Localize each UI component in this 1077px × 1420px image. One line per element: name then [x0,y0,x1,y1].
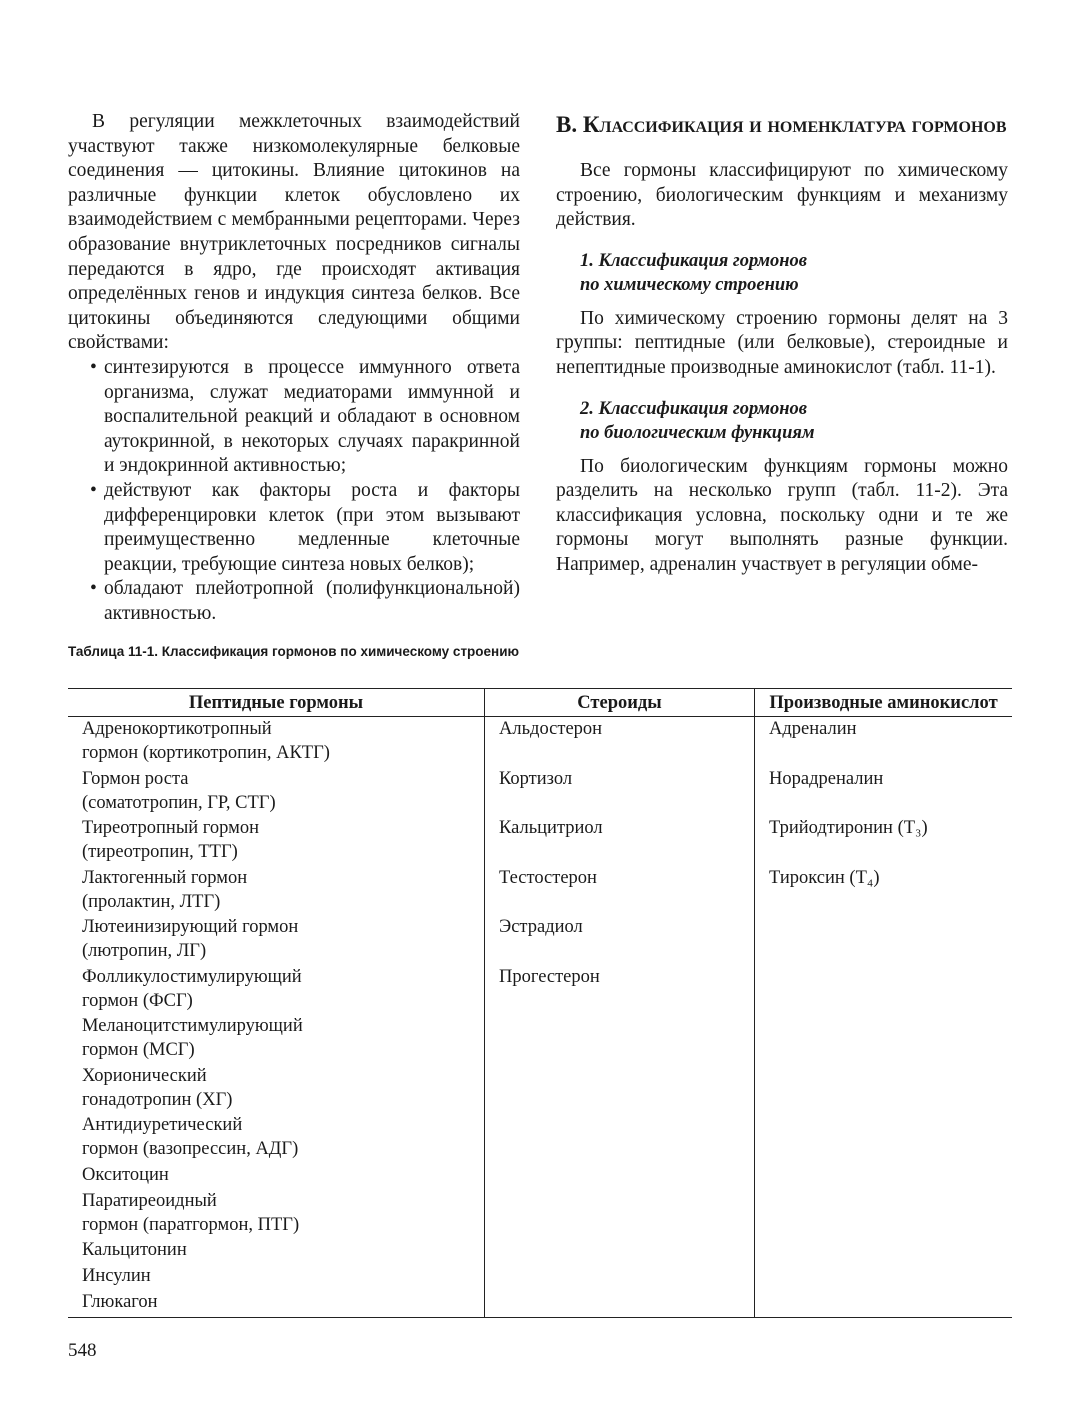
cell-amino-acid-derivative [755,915,1013,965]
table-row [68,767,1012,817]
table-row [68,866,1012,916]
cell-line: (пролактин, ЛТГ) [82,891,221,912]
subsection-heading-chemical [580,249,1008,297]
cell-amino-acid-derivative [755,1113,1013,1163]
cell-amino-acid-derivative [755,1189,1013,1239]
cell-line: Кальцитонин [82,1240,187,1260]
cell-peptide-hormone [68,816,485,866]
table-caption: Таблица 11-1. Классификация гормонов по химическому строению [68,644,520,659]
cell-peptide-hormone [68,1189,485,1239]
table-row [68,1189,1012,1239]
cell-line: (соматотропин, ГР, СТГ) [82,792,276,813]
cell-amino-acid-derivative [755,1238,1013,1264]
cell-line: Паратиреоидный [82,1190,217,1211]
cell-line: (тиреотропин, ТТГ) [82,842,238,862]
cell-line: Хорионический [82,1065,207,1086]
cell-peptide-hormone [68,1238,485,1264]
cell-peptide-hormone [68,866,485,916]
column-header-peptide: Пептидные гормоны [68,689,485,717]
table-row [68,1264,1012,1290]
cell-peptide-hormone [68,965,485,1015]
cytokines-intro-paragraph: В регуляции межклеточных взаимодействий участвуют также низкомолекулярные белковые соединения — цитокины. Влияние цитокинов на различные функции клеток обусловлено их взаимодействием с мембранными рецепторами. Через образование внутриклеточных посредников сигналы передаются в ядро, где происходят активация определённых генов и индукция синтеза белков. Все цитокины объединяются следующими общими свойствами: [68,111,520,354]
table-row [68,816,1012,866]
classification-intro-paragraph: Все гормоны классифицируют по химическому строению, биологическим функциям и механизму действия. [556,160,1008,231]
cell-peptide-hormone [68,1163,485,1189]
cell-peptide-hormone [68,717,485,767]
cell-steroid: Альдостерон [485,717,755,767]
cell-amino-acid-derivative: Адреналин [755,717,1013,767]
list-item: • обладают плейотропной (полифункциональной) активностью. [68,577,520,626]
subsection-heading-biological [580,397,1008,445]
cell-line: Адренокортикотропный [82,719,272,739]
table-row [68,1014,1012,1064]
column-header-amino-acid-derivatives: Производные аминокислот [755,689,1013,717]
cell-steroid [485,1264,755,1290]
cell-line: Лютеинизирующий гормон [82,917,299,937]
cell-line: гонадотропин (ХГ) [82,1089,233,1110]
cell-line: гормон (ФСГ) [82,990,193,1011]
cell-steroid: Кальцитриол [485,816,755,866]
subsection-heading-line: 2. Классификация гормонов [580,398,808,419]
cell-amino-acid-derivative [755,1064,1013,1114]
table-row [68,1290,1012,1318]
cell-line: Глюкагон [82,1292,158,1312]
cell-line: Антидиуретический [82,1115,243,1135]
cell-steroid [485,1290,755,1318]
cell-peptide-hormone [68,1264,485,1290]
cell-steroid: Кортизол [485,767,755,817]
column-header-steroids: Стероиды [485,689,755,717]
cell-line: Окситоцин [82,1164,169,1185]
right-column [556,110,1008,578]
subsection-heading-line: по биологическим функциям [580,422,815,443]
cell-line: гормон (МСГ) [82,1040,195,1060]
table-row [68,915,1012,965]
left-column [68,110,520,626]
cell-line: Тиреотропный гормон [82,818,259,838]
cell-steroid [485,1238,755,1264]
hormone-classification-table [68,688,1012,1318]
cell-line: Инсулин [82,1266,151,1286]
cell-peptide-hormone [68,1113,485,1163]
cell-amino-acid-derivative: Трийодтиронин (T₃) [755,816,1013,866]
cell-amino-acid-derivative [755,965,1013,1015]
cell-amino-acid-derivative: Тироксин (T₄) [755,866,1013,916]
cell-line: Лактогенный гормон [82,867,248,888]
cell-amino-acid-derivative [755,1014,1013,1064]
cell-steroid: Эстрадиол [485,915,755,965]
cell-amino-acid-derivative: Норадреналин [755,767,1013,817]
cell-line: (лютропин, ЛГ) [82,941,207,961]
table-row [68,1163,1012,1189]
list-item: • синтезируются в процессе иммунного ответа организма, служат медиаторами иммунной и воспалительной реакций и обладают в основном аутокринной, в некоторых случаях паракринной и эндокринной активностью; [68,356,520,479]
cell-steroid [485,1014,755,1064]
cell-peptide-hormone [68,1064,485,1114]
page-number: 548 [68,1340,97,1361]
cell-peptide-hormone [68,1290,485,1318]
section-heading: В. Классификация и номенклатура гормонов [556,112,1007,137]
table-row [68,717,1012,767]
cell-amino-acid-derivative [755,1264,1013,1290]
cell-peptide-hormone [68,915,485,965]
cell-steroid: Тестостерон [485,866,755,916]
table-row [68,1113,1012,1163]
table-row [68,965,1012,1015]
cytokine-properties-list [68,356,520,627]
cell-steroid: Прогестерон [485,965,755,1015]
cell-steroid [485,1113,755,1163]
cell-amino-acid-derivative [755,1290,1013,1318]
cell-amino-acid-derivative [755,1163,1013,1189]
table-body [68,717,1012,1318]
subsection-heading-line: по химическому строению [580,274,799,295]
cell-line: Гормон роста [82,768,189,789]
cell-line: Фолликулостимулирующий [82,966,302,987]
cell-steroid [485,1064,755,1114]
cell-peptide-hormone [68,767,485,817]
subsection-heading-line: 1. Классификация гормонов [580,250,808,271]
table-row [68,1238,1012,1264]
chemical-classification-paragraph: По химическому строению гормоны делят на 3 группы: пептидные (или белковые), стероидные и непептидные производные аминокислот (табл. 11-1). [556,307,1008,378]
list-item: • действуют как факторы роста и факторы дифференцировки клеток (при этом вызывают преимущественно медленные клеточные реакции, требующие синтеза новых белков); [68,479,520,577]
biological-classification-paragraph: По биологическим функциям гормоны можно разделить на несколько групп (табл. 11-2). Эта классификация условна, поскольку одни и те же гормоны могут выполнять разные функции. Например, адреналин участвует в регуляции обме- [556,455,1008,575]
table-row [68,1064,1012,1114]
cell-steroid [485,1163,755,1189]
cell-line: Меланоцитстимулирующий [82,1016,303,1036]
cell-line: гормон (вазопрессин, АДГ) [82,1139,299,1159]
cell-line: гормон (паратгормон, ПТГ) [82,1214,300,1235]
cell-steroid [485,1189,755,1239]
cell-line: гормон (кортикотропин, АКТГ) [82,743,330,763]
table-header-row [68,689,1012,717]
cell-peptide-hormone [68,1014,485,1064]
